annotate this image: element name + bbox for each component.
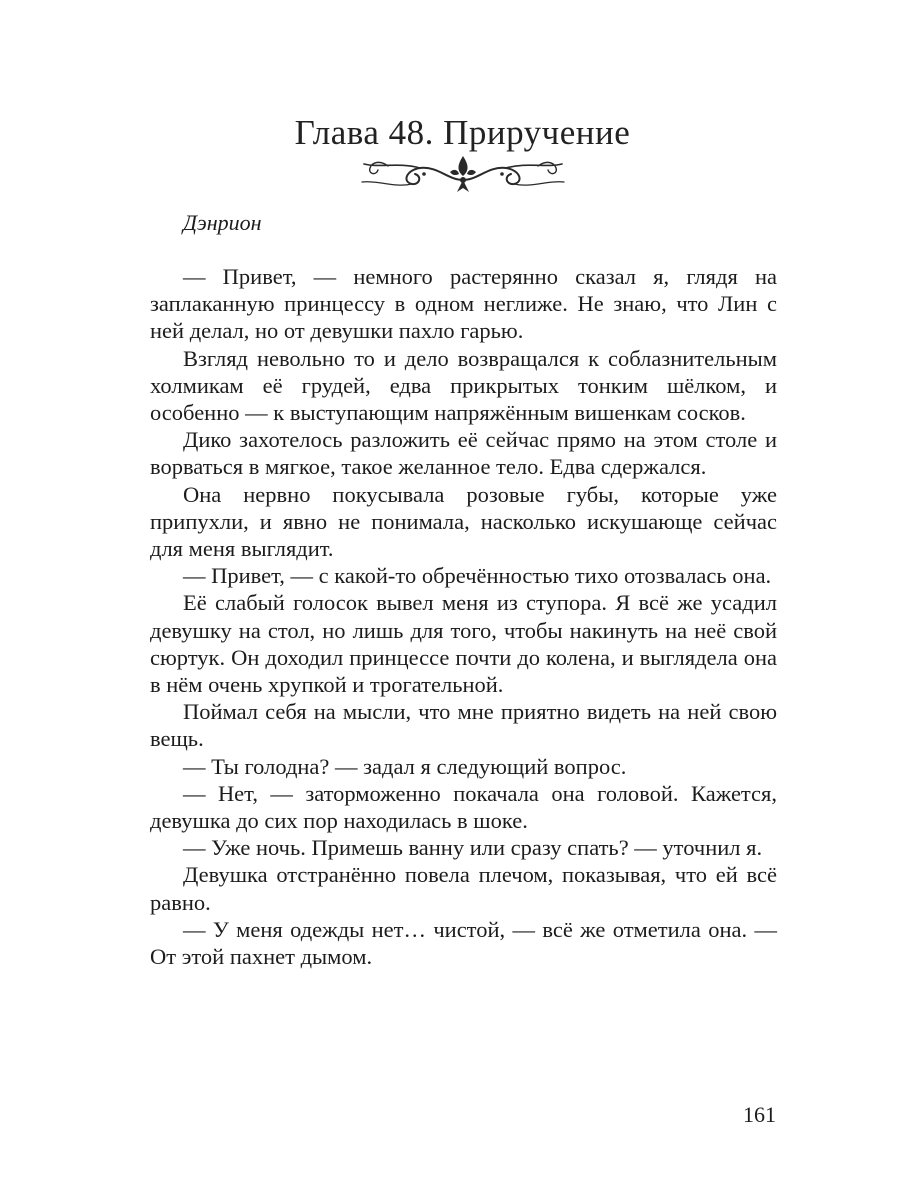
- paragraph: Она нервно покусывала розовые губы, которые уже припухли, и явно не понимала, насколько искушающе сейчас для меня выглядит.: [150, 481, 777, 562]
- paragraph: — Уже ночь. Примешь ванну или сразу спать? — уточнил я.: [183, 835, 763, 861]
- page-number: 161: [743, 1102, 776, 1127]
- paragraph: — Нет, — заторможенно покачала она головой. Кажется, девушка до сих пор находилась в шоке.: [150, 780, 777, 834]
- paragraph: — Ты голодна? — задал я следующий вопрос.: [183, 753, 627, 779]
- chapter-body: [150, 263, 777, 970]
- paragraph: Поймал себя на мысли, что мне приятно видеть на ней свою вещь.: [150, 699, 777, 752]
- paragraph: — У меня одежды нет… чистой, — всё же отметила она. — От этой пахнет дымом.: [150, 916, 777, 970]
- paragraph: Девушка отстранённо повела плечом, показывая, что ей всё равно.: [150, 862, 777, 915]
- chapter-title: Глава 48. Приручение: [294, 113, 631, 152]
- paragraph: Дико захотелось разложить её сейчас прямо на этом столе и ворваться в мягкое, такое желанное тело. Едва сдержался.: [150, 427, 777, 480]
- paragraph: Взгляд невольно то и дело возвращался к соблазнительным холмикам её грудей, едва прикрытых тонким шёлком, и особенно — к выступающим напряжённым вишенкам сосков.: [150, 345, 777, 426]
- paragraph: — Привет, — немного растерянно сказал я, глядя на заплаканную принцессу в одном неглиже. Не знаю, что Лин с ней делал, но от девушки пахло гарью.: [150, 264, 777, 344]
- flourish-divider-icon: [358, 150, 568, 198]
- paragraph: — Привет, — с какой-то обречённостью тихо отозвалась она.: [183, 563, 772, 589]
- narrator-name: Дэнрион: [183, 210, 262, 235]
- paragraph: Её слабый голосок вывел меня из ступора. Я всё же усадил девушку на стол, но лишь для того, чтобы накинуть на неё свой сюртук. Он доходил принцессе почти до колена, и выглядела она в нём очень хрупкой и трогательной.: [150, 590, 777, 698]
